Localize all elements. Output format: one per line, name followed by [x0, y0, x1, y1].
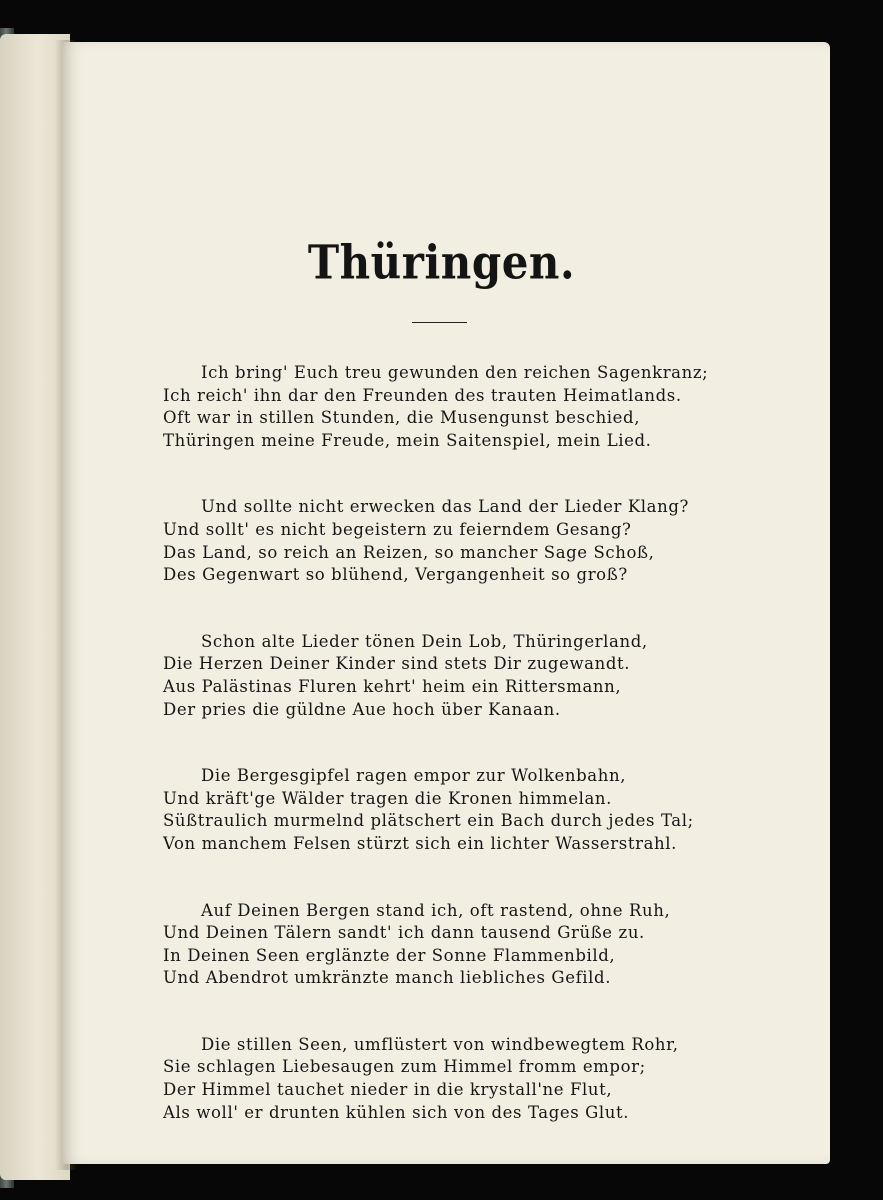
- poem-line: In Deinen Seen erglänzte der Sonne Flammenbild,: [163, 945, 616, 965]
- stanza: [163, 631, 708, 721]
- poem-line: Und Abendrot umkränzte manch liebliches Gefild.: [163, 968, 612, 988]
- poem-line: Und Deinen Tälern sandt' ich dann tausend Grüße zu.: [163, 923, 645, 943]
- poem-line: Die Herzen Deiner Kinder sind stets Dir zugewandt.: [163, 654, 631, 674]
- poem-line: Ich reich' ihn dar den Freunden des trauten Heimatlands.: [163, 385, 682, 405]
- stanza: [163, 765, 708, 855]
- stanza: [163, 1034, 708, 1124]
- poem-title: Thüringen.: [307, 235, 576, 290]
- poem-line: Oft war in stillen Stunden, die Musengunst beschied,: [163, 408, 641, 428]
- poem-line: Thüringen meine Freude, mein Saitenspiel, mein Lied.: [163, 430, 652, 450]
- poem-line: Von manchem Felsen stürzt sich ein lichter Wasserstrahl.: [163, 833, 677, 853]
- poem-line: Und kräft'ge Wälder tragen die Kronen himmelan.: [163, 788, 612, 808]
- stanza: [163, 496, 708, 586]
- poem-line: Der pries die güldne Aue hoch über Kanaan.: [163, 699, 561, 719]
- poem-line: Und sollte nicht erwecken das Land der Lieder Klang?: [201, 497, 689, 517]
- poem-line: Sie schlagen Liebesaugen zum Himmel fromm empor;: [163, 1057, 646, 1077]
- poem-line: Des Gegenwart so blühend, Vergangenheit so groß?: [163, 565, 628, 585]
- poem-line: Der Himmel tauchet nieder in die krystall'ne Flut,: [163, 1080, 613, 1100]
- poem-line: Die Bergesgipfel ragen empor zur Wolkenbahn,: [201, 766, 627, 786]
- poem-line: Ich bring' Euch treu gewunden den reichen Sagenkranz;: [201, 363, 709, 382]
- poem-line: Aus Palästinas Fluren kehrt' heim ein Rittersmann,: [163, 676, 622, 696]
- poem-body: [163, 362, 708, 1124]
- poem-line: Schon alte Lieder tönen Dein Lob, Thüringerland,: [201, 631, 648, 651]
- poem-line: Süßtraulich murmelnd plätschert ein Bach durch jedes Tal;: [163, 811, 694, 831]
- title-divider: [412, 322, 467, 323]
- poem-line: Als woll' er drunten kühlen sich von des Tages Glut.: [163, 1102, 630, 1122]
- poem-line: Und sollt' es nicht begeistern zu feierndem Gesang?: [163, 519, 632, 539]
- stanza: [163, 900, 708, 990]
- poem-line: Das Land, so reich an Reizen, so mancher Sage Schoß,: [163, 542, 655, 562]
- stanza: [163, 362, 708, 452]
- poem-line: Auf Deinen Bergen stand ich, oft rastend, ohne Ruh,: [201, 900, 671, 920]
- poem-line: Die stillen Seen, umflüstert von windbewegtem Rohr,: [201, 1034, 679, 1054]
